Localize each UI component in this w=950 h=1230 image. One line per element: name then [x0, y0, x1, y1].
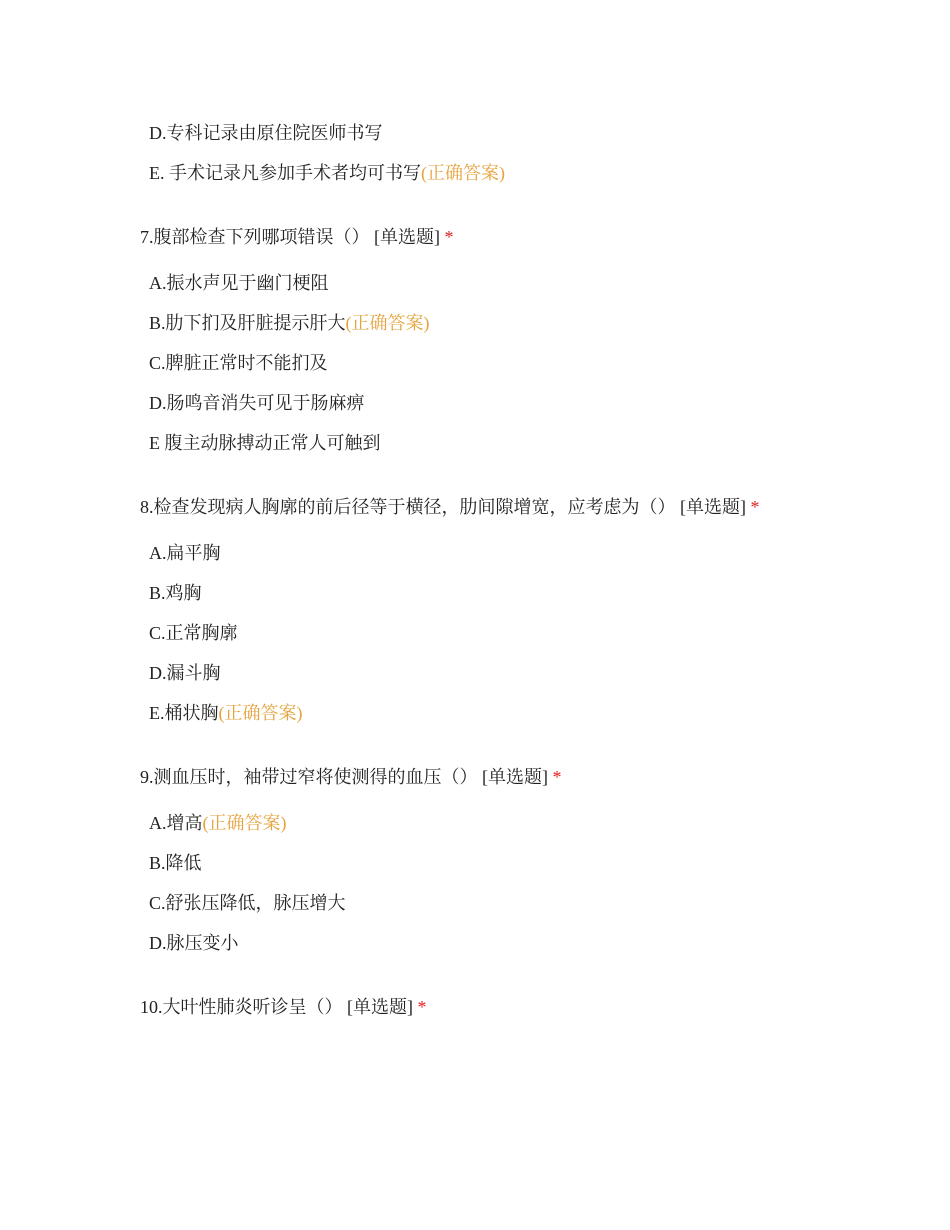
option-c [149, 351, 900, 375]
option-text: A.增高 [149, 813, 203, 833]
option-text: D.漏斗胸 [149, 663, 221, 683]
option-text: B.鸡胸 [149, 583, 202, 603]
option-b [149, 311, 900, 335]
option-text: E.桶状胸 [149, 703, 219, 723]
question-8 [140, 495, 900, 725]
question-title [140, 765, 900, 789]
option-d [149, 661, 900, 685]
option-d [149, 931, 900, 955]
option-text: C.脾脏正常时不能扪及 [149, 353, 328, 373]
option-e [149, 161, 900, 185]
option-text: D.专科记录由原住院医师书写 [149, 123, 383, 143]
question-title [140, 995, 900, 1019]
option-a [149, 811, 900, 835]
option-c [149, 621, 900, 645]
required-mark: * [552, 767, 562, 787]
option-e [149, 701, 900, 725]
question-title [140, 495, 900, 519]
prev-question-options [140, 121, 900, 185]
option-c [149, 891, 900, 915]
correct-answer-mark: (正确答案) [202, 813, 287, 833]
correct-answer-mark: (正确答案) [421, 163, 505, 183]
required-mark: * [417, 997, 427, 1017]
option-text: C.舒张压降低，脉压增大 [149, 893, 346, 913]
correct-answer-mark: (正确答案) [218, 703, 303, 723]
required-mark: * [444, 227, 454, 247]
question-10 [140, 995, 900, 1019]
option-text: A.扁平胸 [149, 543, 221, 563]
question-7 [140, 225, 900, 455]
option-text: C.正常胸廓 [149, 623, 238, 643]
option-b [149, 581, 900, 605]
option-text: E 腹主动脉搏动正常人可触到 [149, 433, 381, 453]
option-text: E. 手术记录凡参加手术者均可书写 [149, 163, 421, 183]
question-title [140, 225, 900, 249]
question-9 [140, 765, 900, 955]
required-mark: * [750, 497, 760, 517]
option-b [149, 851, 900, 875]
quiz-content [140, 121, 900, 1059]
option-text: B.降低 [149, 853, 202, 873]
correct-answer-mark: (正确答案) [345, 313, 430, 333]
option-text: D.脉压变小 [149, 933, 239, 953]
question-title-text: 8.检查发现病人胸廓的前后径等于横径，肋间隙增宽，应考虑为（） [单选题] [140, 497, 746, 517]
option-text: B.肋下扪及肝脏提示肝大 [149, 313, 346, 333]
option-text: D.肠鸣音消失可见于肠麻痹 [149, 393, 365, 413]
option-a [149, 271, 900, 295]
question-title-text: 7.腹部检查下列哪项错误（） [单选题] [140, 227, 440, 247]
option-d [149, 121, 900, 145]
option-d [149, 391, 900, 415]
option-e [149, 431, 900, 455]
option-a [149, 541, 900, 565]
question-title-text: 9.测血压时，袖带过窄将使测得的血压（） [单选题] [140, 767, 548, 787]
question-title-text: 10.大叶性肺炎听诊呈（） [单选题] [140, 997, 413, 1017]
option-text: A.振水声见于幽门梗阻 [149, 273, 329, 293]
